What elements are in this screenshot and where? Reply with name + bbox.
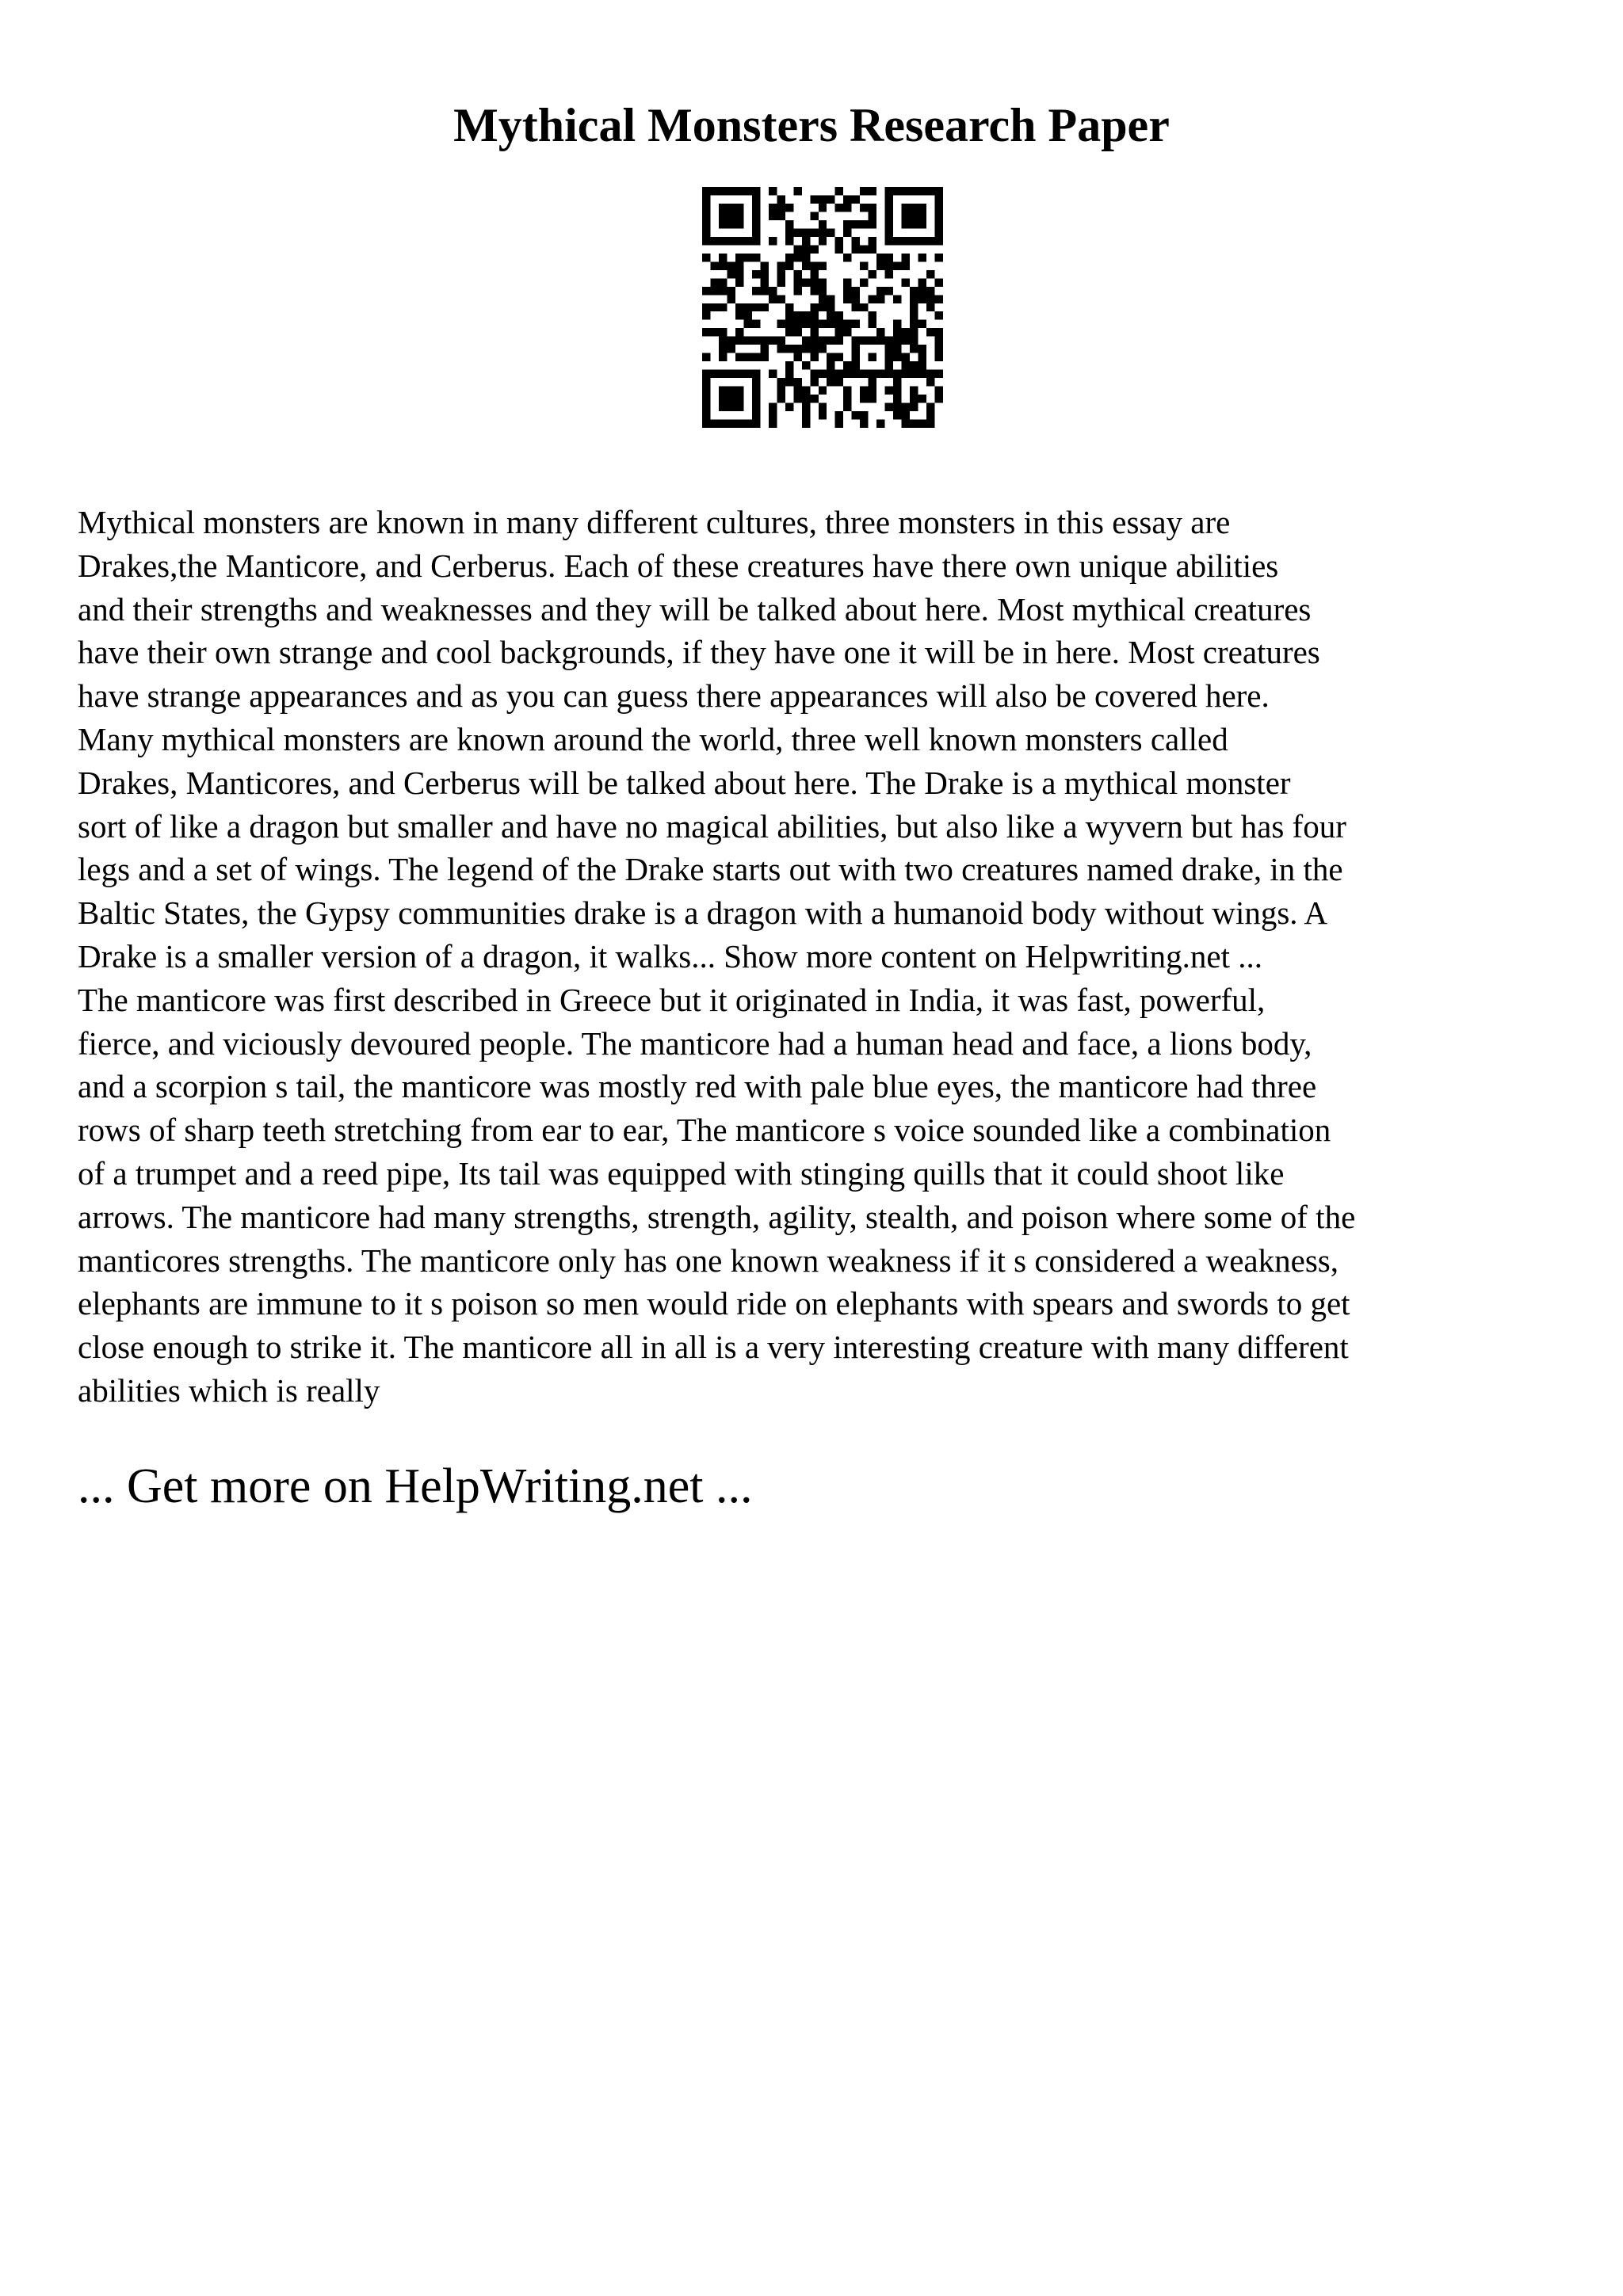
essay-line: Many mythical monsters are known around the world, three well known monsters called (78, 720, 1228, 757)
page-title: Mythical Monsters Research Paper (453, 99, 1170, 151)
essay-line: The manticore was first described in Greece but it originated in India, it was fast, powerful, (78, 981, 1266, 1018)
get-more-link[interactable]: ... Get more on HelpWriting.net ... (78, 1459, 753, 1513)
essay-line: elephants are immune to it s poison so men would ride on elephants with spears and swords to get (78, 1285, 1350, 1322)
essay-line: of a trumpet and a reed pipe, Its tail was equipped with stinging quills that it could shoot like (78, 1154, 1285, 1192)
essay-line: Mythical monsters are known in many different cultures, three monsters in this essay are (78, 504, 1231, 540)
essay-line: and a scorpion s tail, the manticore was mostly red with pale blue eyes, the manticore had three (78, 1068, 1317, 1105)
essay-line: abilities which is really (78, 1371, 380, 1409)
essay-line: manticores strengths. The manticore only has one known weakness if it s considered a weakness, (78, 1241, 1338, 1279)
essay-line: close enough to strike it. The manticore all in all is a very interesting creature with many different (78, 1329, 1349, 1366)
essay-line: arrows. The manticore had many strengths, strength, agility, stealth, and poison where some of the (78, 1198, 1356, 1235)
essay-body (78, 501, 1568, 1413)
essay-line: sort of like a dragon but smaller and have no magical abilities, but also like a wyvern but has four (78, 807, 1346, 845)
essay-line: Drakes,the Manticore, and Cerberus. Each of these creatures have there own unique abilities (78, 547, 1279, 584)
essay-line: have strange appearances and as you can guess there appearances will also be covered here. (78, 677, 1270, 715)
essay-line: Baltic States, the Gypsy communities drake is a dragon with a humanoid body without wings. A (78, 894, 1328, 932)
essay-line: Drakes, Manticores, and Cerberus will be talked about here. The Drake is a mythical monster (78, 764, 1291, 801)
essay-line: Drake is a smaller version of a dragon, it walks... Show more content on Helpwriting.net ... (78, 937, 1263, 974)
essay-line: legs and a set of wings. The legend of the Drake starts out with two creatures named drake, in the (78, 851, 1343, 888)
essay-line: rows of sharp teeth stretching from ear to ear, The manticore s voice sounded like a combination (78, 1112, 1331, 1149)
essay-line: and their strengths and weaknesses and they will be talked about here. Most mythical creatures (78, 590, 1312, 627)
essay-line: have their own strange and cool backgrounds, if they have one it will be in here. Most creatures (78, 634, 1320, 671)
essay-line: fierce, and viciously devoured people. The manticore had a human head and face, a lions body, (78, 1024, 1312, 1062)
qr-code-icon (702, 187, 943, 428)
